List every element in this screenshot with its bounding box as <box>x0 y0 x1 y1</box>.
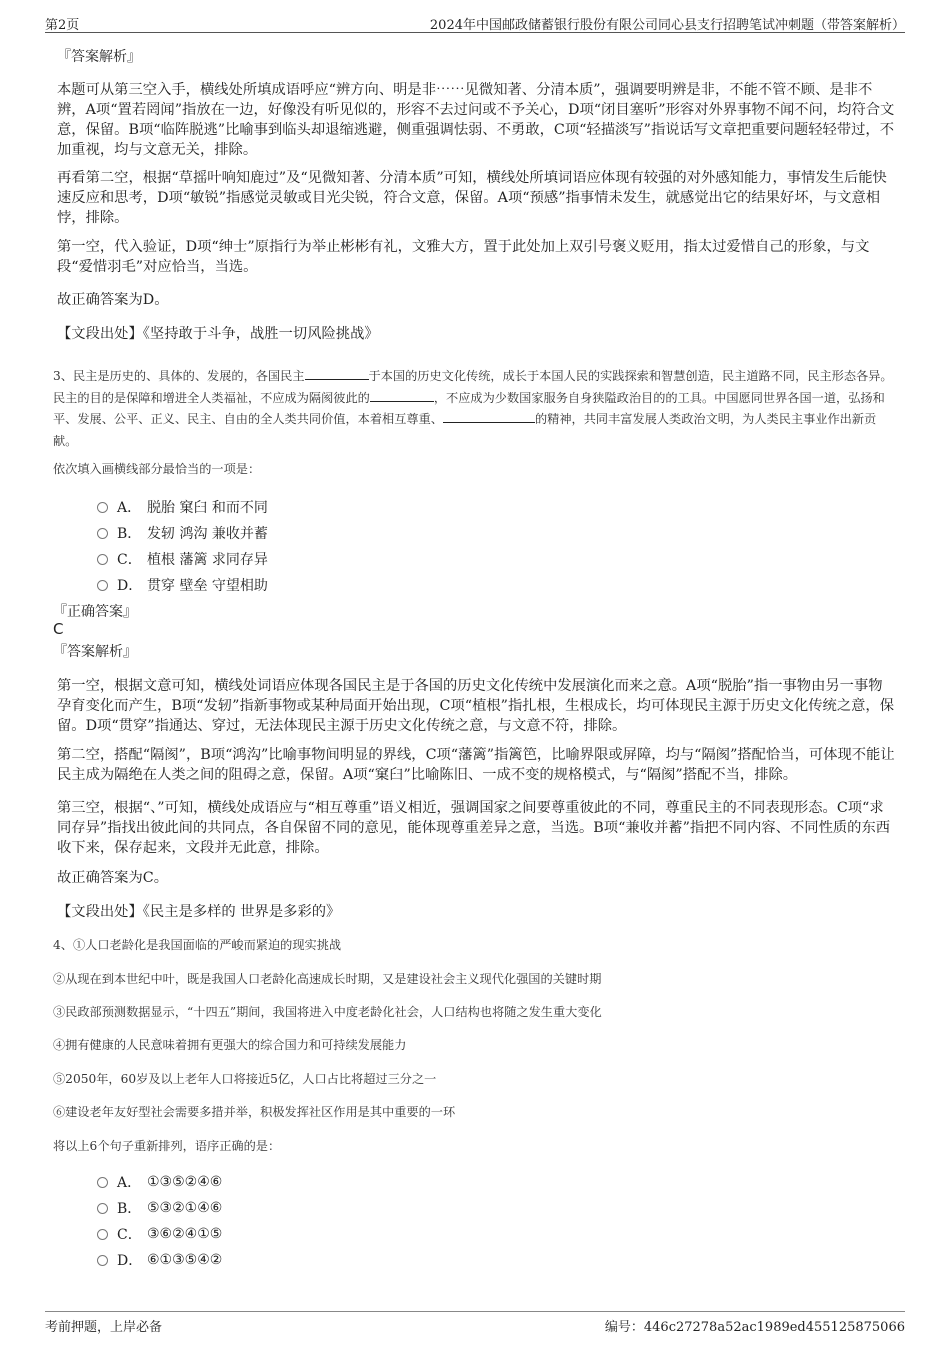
q3-blank-1 <box>305 367 369 380</box>
q4-sentence-1-wrap <box>53 935 891 957</box>
q3-option-a[interactable] <box>97 494 268 520</box>
q4-options <box>97 1169 222 1273</box>
q4-option-d[interactable] <box>97 1247 222 1273</box>
q2-analysis-label-wrap <box>57 46 895 66</box>
q3-prompt-wrap <box>53 459 891 481</box>
q3-option-b[interactable] <box>97 520 268 546</box>
option-text: ⑤③②①④⑥ <box>147 1200 223 1216</box>
q3-blank-2 <box>370 389 434 402</box>
q3-paragraph-2: 第二空，搭配“隔阂”，B项“鸿沟”比喻事物间明显的界线，C项“藩篱”指篱笆，比喻界限或屏障，均与“隔阂”搭配恰当，可体现不能让民主成为隔绝在人类之间的阻碍之意，保留。A项“窠臼”比喻陈旧、一成不变的规格模式，与“隔阂”搭配不当，排除。 <box>57 747 895 783</box>
q2-paragraph-2: 再看第二空，根据“草摇叶响知鹿过”及“见微知著、分清本质”可知，横线处所填词语应体现有较强的对外感知能力，事情发生后能快速反应和思考，D项“敏锐”指感觉灵敏或目光尖锐，符合文意，保留。A项“预感”指事情未发生，就感觉出它的结果好坏，与文意相悖，排除。 <box>57 170 887 226</box>
q4-prompt-wrap <box>53 1136 891 1158</box>
q4-option-b[interactable] <box>97 1195 222 1221</box>
option-letter: A． <box>117 500 142 516</box>
q4-prompt: 将以上6个句子重新排列，语序正确的是： <box>53 1139 281 1153</box>
option-letter: B． <box>117 526 142 542</box>
q2-conclusion-wrap <box>57 290 895 310</box>
q3-stem-part-a: 3、民主是历史的、具体的、发展的，各国民主 <box>53 369 305 383</box>
q2-source: 【文段出处】《坚持敢于斗争，战胜一切风险挑战》 <box>57 326 379 342</box>
q2-paragraph-1: 本题可从第三空入手，横线处所填成语呼应“辨方向、明是非⋯⋯见微知著、分清本质”，强调要明辨是非，不能不管不顾、是非不辨，A项“置若罔闻”指放在一边，好像没有听见似的，形容不去过问或不予关心，D项“闭目塞听”形容对外界事物不闻不问，均符合文意，保留。B项“临阵脱逃”比喻事到临头却退缩逃避，侧重强调怯弱、不勇敢，C项“轻描淡写”指说话写文章把重要问题轻轻带过，不加重视，均与文意无关，排除。 <box>57 82 895 158</box>
option-letter: C． <box>117 1227 142 1243</box>
option-text: 植根 藩篱 求同存异 <box>147 552 268 568</box>
q3-correct-label: 『正确答案』 <box>53 604 137 620</box>
q2-analysis-p3 <box>57 237 895 277</box>
page-footer <box>45 1311 905 1334</box>
q2-paragraph-3: 第一空，代入验证，D项“绅士”原指行为举止彬彬有礼，文雅大方，置于此处加上双引号褒义贬用，指太过爱惜自己的形象，与文段“爱惜羽毛”对应恰当，当选。 <box>57 239 870 275</box>
q3-correct-answer: C <box>53 620 64 638</box>
q4-sentence-2: ②从现在到本世纪中叶，既是我国人口老龄化高速成长时期，又是建设社会主义现代化强国的关键时期 <box>53 972 602 986</box>
q4-sentence-6-wrap <box>53 1102 891 1124</box>
q3-analysis-p2 <box>57 745 895 785</box>
option-text: 贯穿 壁垒 守望相助 <box>147 578 268 594</box>
q4-sentence-5: ⑤2050年，60岁及以上老年人口将接近5亿，人口占比将超过三分之一 <box>53 1072 437 1086</box>
radio-icon[interactable] <box>97 1177 108 1188</box>
q3-options <box>97 494 268 598</box>
q4-sentence-5-wrap <box>53 1069 891 1091</box>
page-number: 第2页 <box>45 18 80 33</box>
radio-icon[interactable] <box>97 1229 108 1240</box>
q2-source-wrap <box>57 324 895 344</box>
q2-conclusion: 故正确答案为D。 <box>57 292 169 308</box>
option-text: 脱胎 窠臼 和而不同 <box>147 500 268 516</box>
q3-analysis-p1 <box>57 676 895 736</box>
radio-icon[interactable] <box>97 502 108 513</box>
option-letter: D． <box>117 1253 143 1269</box>
option-letter: A． <box>117 1175 142 1191</box>
q3-paragraph-1: 第一空，根据文意可知，横线处词语应体现各国民主是于各国的历史文化传统中发展演化而来之意。A项“脱胎”指一事物由另一事物孕育变化而产生，B项“发轫”指新事物或某种局面开始出现，C项“植根”指扎根，生根成长，均可体现民主源于历史文化传统之意，保留。D项“贯穿”指通达、穿过，无法体现民主源于历史文化传统之意，与文意不符，排除。 <box>57 678 895 734</box>
q3-prompt: 依次填入画横线部分最恰当的一项是： <box>53 462 261 476</box>
option-text: ③⑥②④①⑤ <box>147 1226 223 1242</box>
q2-analysis-p1 <box>57 80 895 160</box>
option-letter: C． <box>117 552 142 568</box>
q4-option-c[interactable] <box>97 1221 222 1247</box>
radio-icon[interactable] <box>97 1255 108 1266</box>
q4-sentence-3-wrap <box>53 1002 891 1024</box>
q3-conclusion: 故正确答案为C。 <box>57 870 169 886</box>
q4-sentence-4-wrap <box>53 1035 891 1057</box>
q4-sentence-6: ⑥建设老年友好型社会需要多措并举，积极发挥社区作用是其中重要的一环 <box>53 1105 456 1119</box>
q3-blank-3 <box>443 410 535 423</box>
document-title: 2024年中国邮政储蓄银行股份有限公司同心县支行招聘笔试冲刺题（带答案解析） <box>429 18 905 33</box>
q3-source-wrap <box>57 902 895 922</box>
q3-source: 【文段出处】《民主是多样的 世界是多彩的》 <box>57 904 341 920</box>
option-letter: D． <box>117 578 143 594</box>
option-text: 发轫 鸿沟 兼收并蓄 <box>147 526 268 542</box>
q3-analysis-label: 『答案解析』 <box>53 644 137 660</box>
radio-icon[interactable] <box>97 580 108 591</box>
q3-option-c[interactable] <box>97 546 268 572</box>
q4-sentence-4: ④拥有健康的人民意味着拥有更强大的综合国力和可持续发展能力 <box>53 1038 407 1052</box>
q3-correct-label-wrap <box>53 601 891 621</box>
q3-analysis-label-wrap <box>53 641 891 661</box>
q3-option-d[interactable] <box>97 572 268 598</box>
footer-slogan: 考前押题，上岸必备 <box>45 1320 163 1335</box>
q2-analysis-p2 <box>57 168 895 228</box>
radio-icon[interactable] <box>97 1203 108 1214</box>
radio-icon[interactable] <box>97 528 108 539</box>
q4-sentence-1: 4、①人口老龄化是我国面临的严峻而紧迫的现实挑战 <box>53 938 342 952</box>
option-text: ①③⑤②④⑥ <box>147 1174 223 1190</box>
radio-icon[interactable] <box>97 554 108 565</box>
q3-analysis-p3 <box>57 798 895 858</box>
q3-paragraph-3: 第三空，根据“、”可知，横线处成语应与“相互尊重”语义相近，强调国家之间要尊重彼此的不同，尊重民主的不同表现形态。C项“求同存异”指找出彼此间的共同点，各自保留不同的意见，能体现尊重差异之意，当选。B项“兼收并蓄”指把不同内容、不同性质的东西收下来，保存起来，文段并无此意，排除。 <box>57 800 891 856</box>
footer-serial: 编号：446c27278a52ac1989ed455125875066 <box>604 1320 905 1335</box>
page-header <box>45 12 905 33</box>
q3-stem-part-d: 的精神，共同丰富发展人类政治文明，为人类民主事业作出新贡献。 <box>53 412 877 448</box>
q3-correct-wrap <box>53 620 891 638</box>
q3-stem <box>53 366 895 452</box>
q4-option-a[interactable] <box>97 1169 222 1195</box>
option-letter: B． <box>117 1201 142 1217</box>
q3-stem-part-c: ，不应成为少数国家服务自身狭隘政治目的的工具。中国愿同世界各国一道，弘扬和平、发展、公平、正义、民主、自由的全人类共同价值，本着相互尊重、 <box>53 390 885 426</box>
q3-stem-part-b: 于本国的历史文化传统，成长于本国人民的实践探索和智慧创造，民主道路不同，民主形态各异。民主的目的是保障和增进全人类福祉，不应成为隔阂彼此的 <box>53 369 893 405</box>
q2-analysis-label: 『答案解析』 <box>57 49 141 65</box>
q3-conclusion-wrap <box>57 868 895 888</box>
q4-sentence-2-wrap <box>53 969 891 991</box>
q4-sentence-3: ③民政部预测数据显示，“十四五”期间，我国将进入中度老龄化社会，人口结构也将随之发生重大变化 <box>53 1005 602 1019</box>
option-text: ⑥①③⑤④② <box>147 1252 223 1268</box>
